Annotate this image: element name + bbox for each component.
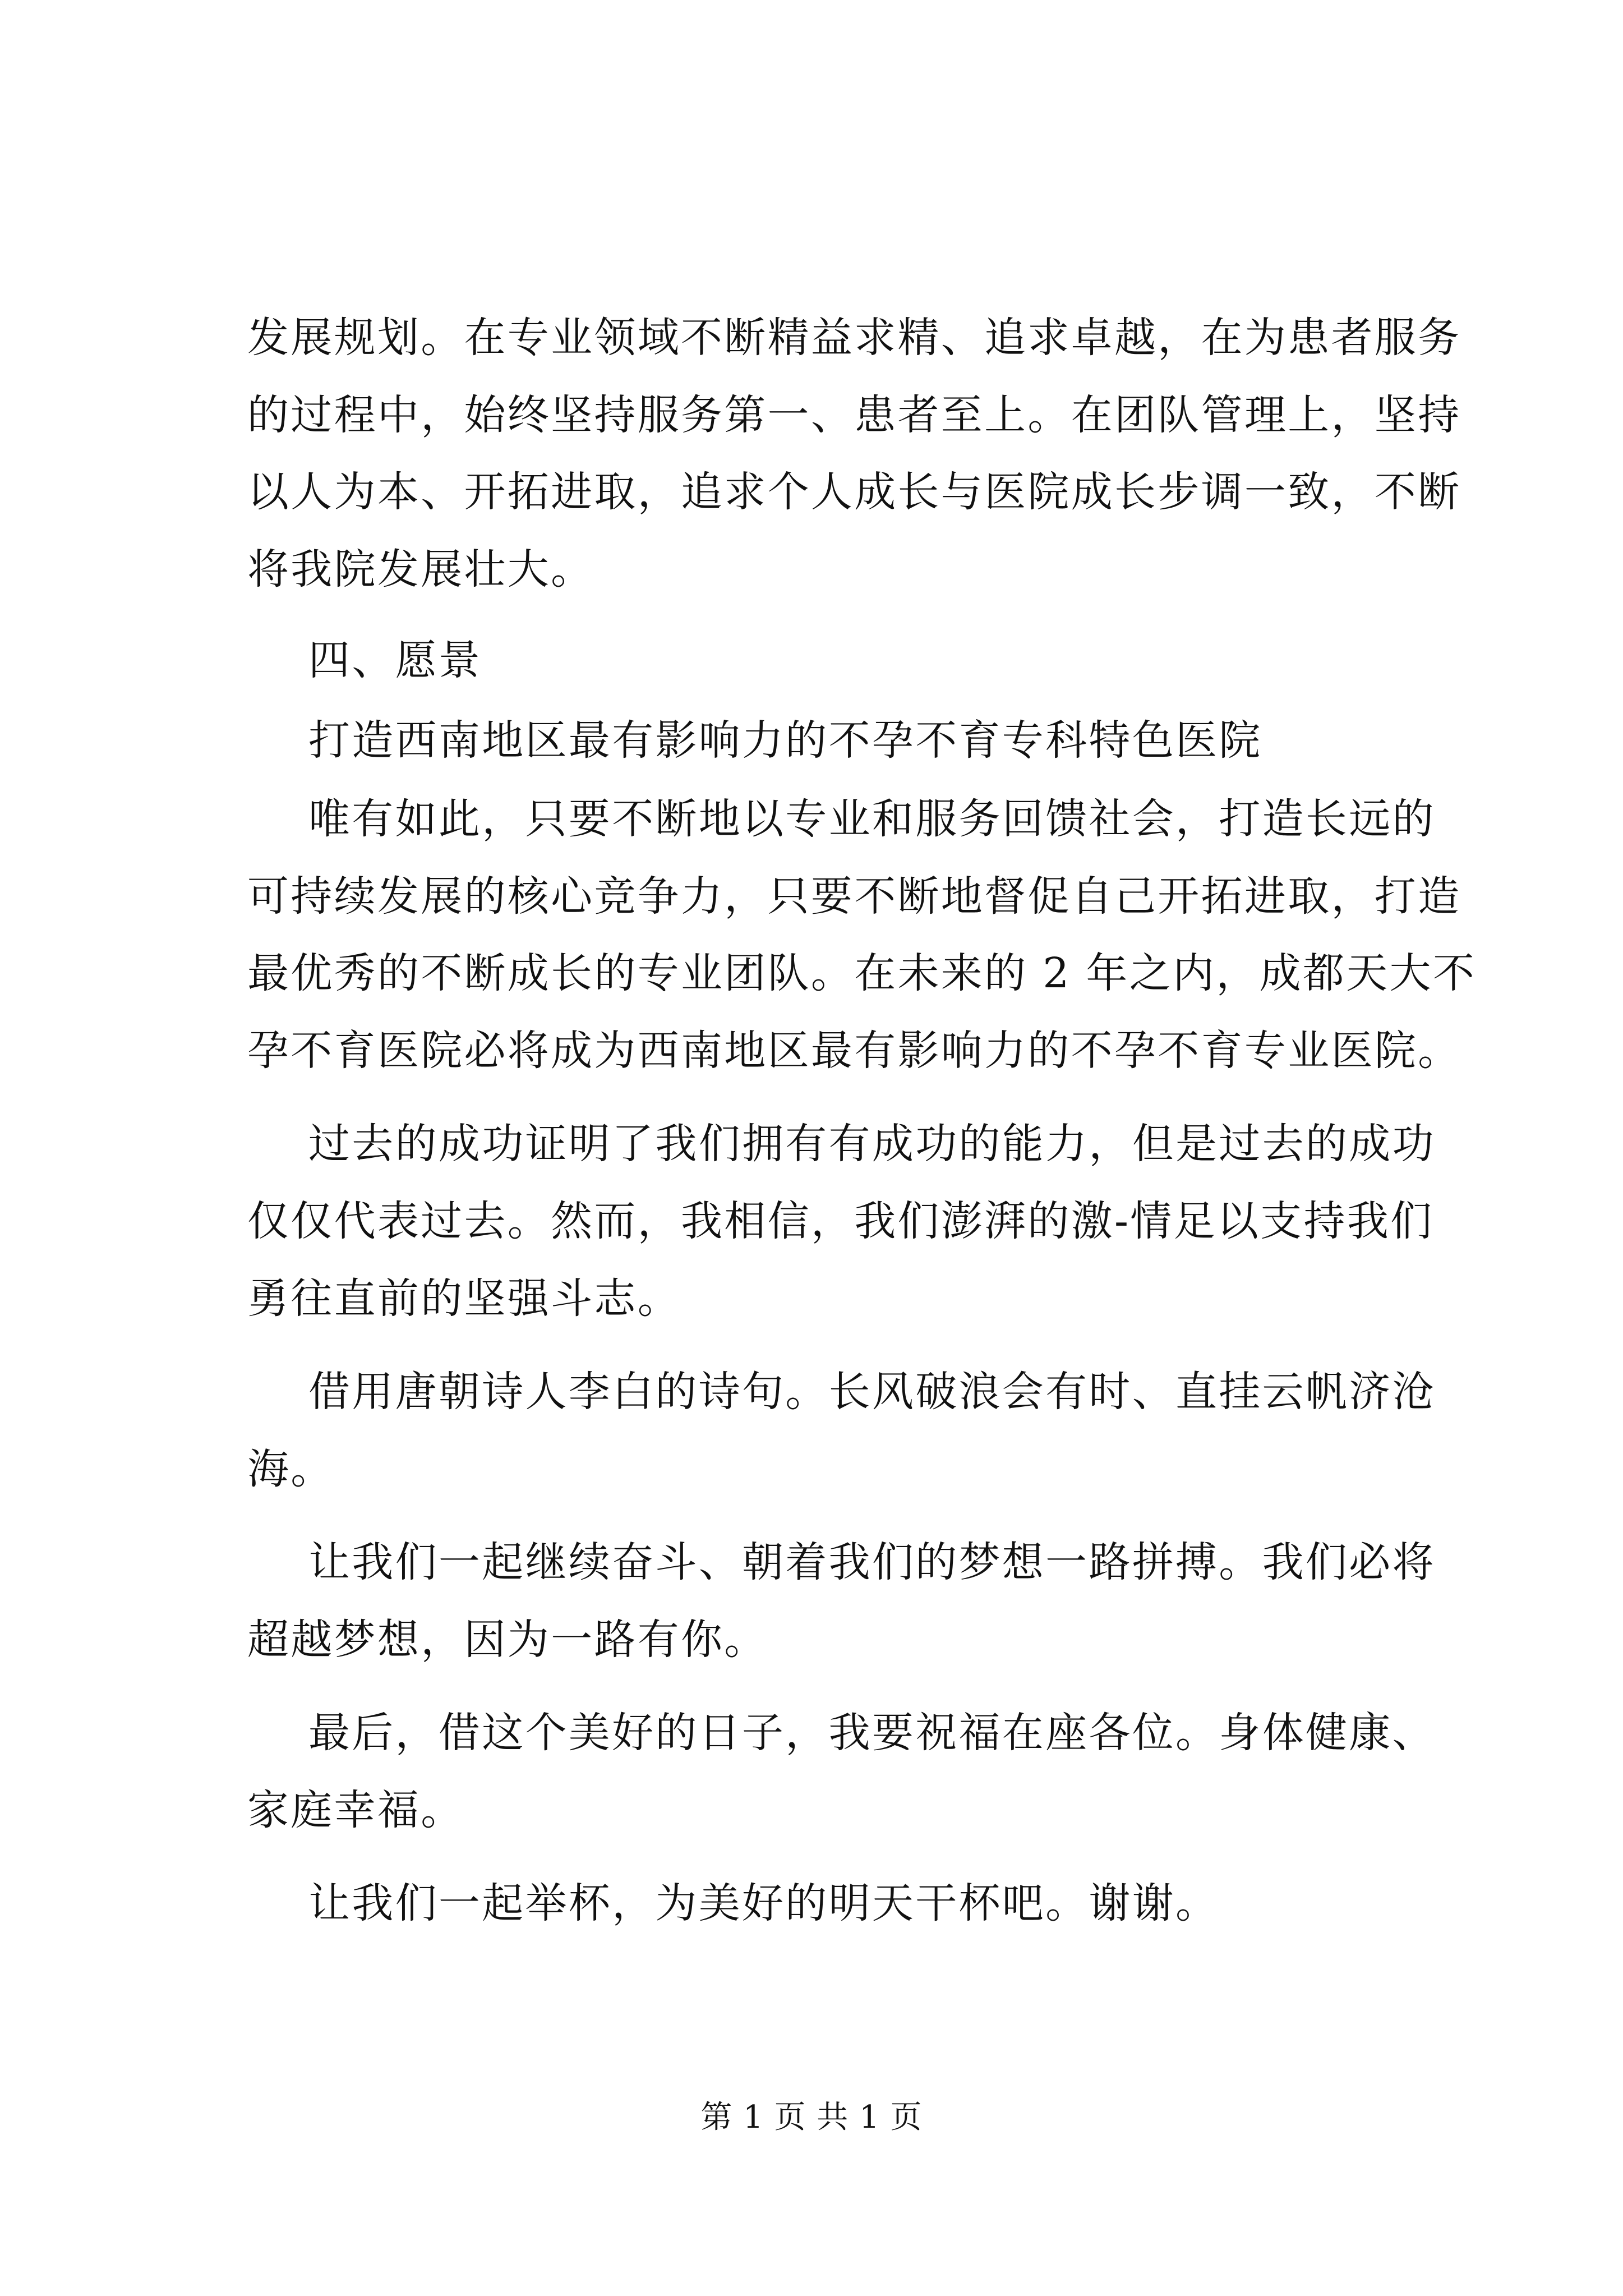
text-line: 发展规划。在专业领域不断精益求精、追求卓越，在为患者服务 [247,314,1461,362]
text-line: 借用唐朝诗人李白的诗句。长风破浪会有时、直挂云帆济沧 [308,1368,1436,1416]
text-line: 孕不育医院必将成为西南地区最有影响力的不孕不育专业医院。 [247,1027,1461,1075]
text-line: 唯有如此，只要不断地以专业和服务回馈社会，打造长远的 [308,795,1436,843]
text-line: 仅仅代表过去。然而，我相信，我们澎湃的激-情足以支持我们 [247,1197,1434,1245]
text-line: 可持续发展的核心竞争力，只要不断地督促自己开拓进取，打造 [247,872,1461,921]
text-line: 以人为本、开拓进取，追求个人成长与医院成长步调一致，不断 [247,468,1461,516]
text-line: 海。 [247,1445,334,1493]
text-line: 的过程中，始终坚持服务第一、患者至上。在团队管理上，坚持 [247,391,1461,439]
section-heading: 四、愿景 [308,636,482,684]
text-line: 打造西南地区最有影响力的不孕不育专科特色医院 [308,716,1262,765]
text-line: 过去的成功证明了我们拥有有成功的能力，但是过去的成功 [308,1120,1436,1168]
text-line: 最后，借这个美好的日子，我要祝福在座各位。身体健康、 [308,1709,1436,1757]
text-line: 勇往直前的坚强斗志。 [247,1274,681,1323]
text-line: 最优秀的不断成长的专业团队。在未来的 2 年之内，成都天大不 [247,949,1477,997]
text-line: 超越梦想，因为一路有你。 [247,1616,768,1664]
text-line: 让我们一起继续奋斗、朝着我们的梦想一路拼搏。我们必将 [308,1538,1436,1586]
page-footer: 第 1 页 共 1 页 [700,2099,923,2136]
text-line: 让我们一起举杯，为美好的明天干杯吧。谢谢。 [308,1879,1219,1927]
text-line: 家庭幸福。 [247,1786,464,1834]
text-line: 将我院发展壮大。 [247,545,594,593]
